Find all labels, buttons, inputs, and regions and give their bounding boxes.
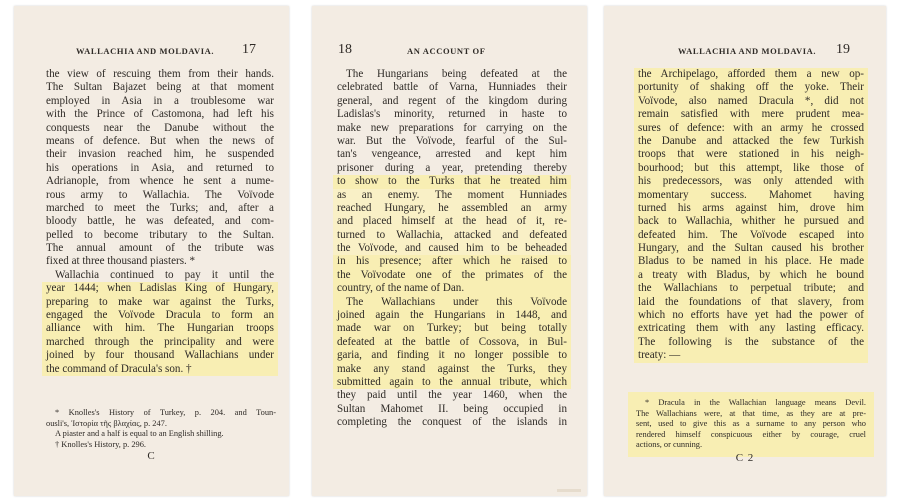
text-line: general, and regent of the kingdom during [337, 94, 567, 107]
highlighted-line: as an enemy. The moment Hunniades [333, 189, 571, 202]
highlighted-line: a treaty with Bladus, by which he bound [634, 269, 868, 282]
highlighted-line: bourhood; but this attempt, like those of [634, 162, 868, 175]
text-line: marched to meet the Turks; and, after a [46, 201, 274, 214]
signature-mark: C 2 [735, 452, 755, 464]
text-line: The Sultan Bajazet being at that moment [46, 81, 274, 94]
page-header [312, 44, 587, 60]
watermark [557, 489, 581, 492]
text-line: their invasion reached him, he suspended [46, 148, 274, 161]
text-line: pelled to become tributary to the Sultan. [46, 228, 274, 241]
highlighted-line: Hungary, and the Sultan caused his brother [634, 242, 868, 255]
text-line: make new preparations for carrying on the [337, 121, 567, 134]
highlighted-line: make any stand against the Turks, they [333, 363, 571, 376]
highlighted-line: remain satisfied with mere prudent mea- [634, 108, 868, 121]
book-page-19 [604, 6, 886, 496]
footnote-line: A piaster and a half is equal to an English shilling. [55, 429, 224, 439]
footnote-line: actions, or cunning. [636, 440, 703, 450]
text-line: Adrianople, from whence he sent a nume- [46, 175, 274, 188]
running-title: WALLACHIA AND MOLDAVIA. [678, 46, 817, 56]
highlighted-line: marched through the principality and were [42, 336, 278, 349]
text-line: prisoner during a year, pretending thereby [337, 161, 567, 174]
text-line: employed in Asia in a troublesome war [46, 94, 274, 107]
text-line: bloody battle, he was defeated, and com- [46, 215, 274, 228]
text-line: The annual amount of the tribute was [46, 242, 274, 255]
signature-mark: C [147, 450, 156, 462]
highlighted-line: to show to the Turks that he treated him [333, 175, 571, 188]
footnote-line: † Knolles's History, p. 296. [55, 439, 146, 449]
footnote-line: rendered himself conspicuous either by courage, cruel [636, 429, 866, 439]
footnote-line: * Knolles's History of Turkey, p. 204. and Toun- [55, 408, 276, 417]
page-number: 19 [836, 42, 850, 57]
highlighted-line: the Archipelago, afforded them a new op- [634, 68, 868, 81]
page-number: 17 [242, 42, 256, 57]
running-title: AN ACCOUNT OF [407, 46, 486, 56]
page-header [604, 44, 886, 60]
highlighted-line: made war on Turkey; but being totally [333, 322, 571, 335]
body-text [638, 68, 864, 363]
footnote-line: sent, used to give this as a surname to any person who [636, 419, 866, 429]
footnotes [46, 408, 276, 450]
text-line: with the Prince of Castomona, had left his [46, 108, 274, 121]
body-text [337, 68, 567, 430]
text-line: war. But the Voïvode, fearful of the Sul- [337, 134, 567, 147]
footnote-line: The Wallachians were, at that time, as they are at pre- [636, 408, 866, 418]
highlighted-line: the Voïvodate one of the primates of the [333, 269, 571, 282]
highlighted-line: Bladus to be named in his place. He made [634, 255, 868, 268]
highlighted-line: the command of Dracula's son. † [42, 363, 278, 376]
page-header [14, 44, 289, 60]
highlighted-line: extricating them with any lasting efficacy. [634, 322, 868, 335]
highlighted-line: treaty: — [634, 349, 868, 362]
text-line: Wallachia continued to pay it until the [55, 268, 274, 281]
highlighted-line: turned to Wallachia, attacked and defeated [333, 229, 571, 242]
highlighted-line: defeated him. The Voïvode escaped into [634, 229, 868, 242]
text-line: completing the conquest of the islands in [337, 416, 567, 429]
text-line: means of defence. But when the news of [46, 134, 274, 147]
highlighted-line: the Voïvode, and caused him to be beheaded [333, 242, 571, 255]
highlighted-line: country, of the name of Dan. [333, 282, 571, 295]
footnote-line: * Dracula in the Wallachian language means Devil. [645, 398, 866, 407]
highlighted-line: sures of defence: with an army he crossed [634, 122, 868, 135]
text-line: fixed at three thousand piasters. * [46, 255, 196, 268]
highlighted-line: momentary success. Mahomet having [634, 189, 868, 202]
highlighted-line: The following is the substance of the [634, 336, 868, 349]
highlighted-line: troops that were stationed in his neigh- [634, 148, 868, 161]
highlighted-line: portunity of shaking off the yoke. Their [634, 81, 868, 94]
highlighted-line: Voïvode, also named Dracula *, did not [634, 95, 868, 108]
book-page-17 [14, 6, 289, 496]
highlighted-line: in his presence; after which he raised to [333, 255, 571, 268]
text-line: celebrated battle of Varna, Hunniades their [337, 81, 567, 94]
text-line: Ladislas's minority, returned in haste to [337, 108, 567, 121]
text-line: conquests near the Danube without the [46, 121, 274, 134]
highlighted-line: the Danube and attacked the few Turkish [634, 135, 868, 148]
text-line: rous army to Wallachia. The Voïvode [46, 188, 274, 201]
highlighted-line: joined again the Hungarians in 1448, and [333, 309, 571, 322]
text-line: Sultan Mahomet II. being occupied in [337, 402, 567, 415]
page-number: 18 [338, 42, 352, 57]
footnote-line: ousli's, Ἱστορία τῆς βλαχίας, p. 247. [46, 418, 167, 428]
highlighted-line: and placed himself at the head of it, re- [333, 215, 571, 228]
highlighted-line: preparing to make war against the Turks, [42, 296, 278, 309]
highlighted-line: joined by four thousand Wallachians under [42, 349, 278, 362]
highlighted-line: his predecessors, was only attended with [634, 175, 868, 188]
highlighted-line: engaged the Voïvode Dracula to form an [42, 309, 278, 322]
running-title: WALLACHIA AND MOLDAVIA. [76, 46, 215, 56]
highlighted-line: submitted again to the annual tribute, which [333, 376, 571, 389]
highlighted-line: year 1444; when Ladislas King of Hungary, [42, 282, 278, 295]
highlighted-line: The Wallachians under this Voïvode [333, 296, 571, 309]
text-line: they paid until the year 1460, when the [337, 389, 567, 402]
highlighted-line: laid the foundations of that slavery, from [634, 296, 868, 309]
body-text [46, 68, 274, 376]
text-line: The Hungarians being defeated at the [346, 68, 567, 80]
highlighted-line: defeated at the battle of Cossova, in Bul- [333, 336, 571, 349]
book-page-18 [312, 6, 587, 496]
footnotes [628, 392, 874, 457]
highlighted-line: reached Hungary, he assembled an army [333, 202, 571, 215]
text-line: his operations in Asia, and returned to [46, 161, 274, 174]
highlighted-line: which no efforts have yet had the power of [634, 309, 868, 322]
text-line: the view of rescuing them from their hands. [46, 68, 274, 80]
highlighted-line: back to Wallachia, whither he pursued and [634, 215, 868, 228]
highlighted-line: turned his arms against him, drove him [634, 202, 868, 215]
highlighted-line: the Wallachians to perpetual tribute; and [634, 282, 868, 295]
text-line: tan's vengeance, arrested and kept him [337, 148, 567, 161]
highlighted-line: alliance with him. The Hungarian troops [42, 322, 278, 335]
highlighted-line: garia, and finding it no longer possible to [333, 349, 571, 362]
